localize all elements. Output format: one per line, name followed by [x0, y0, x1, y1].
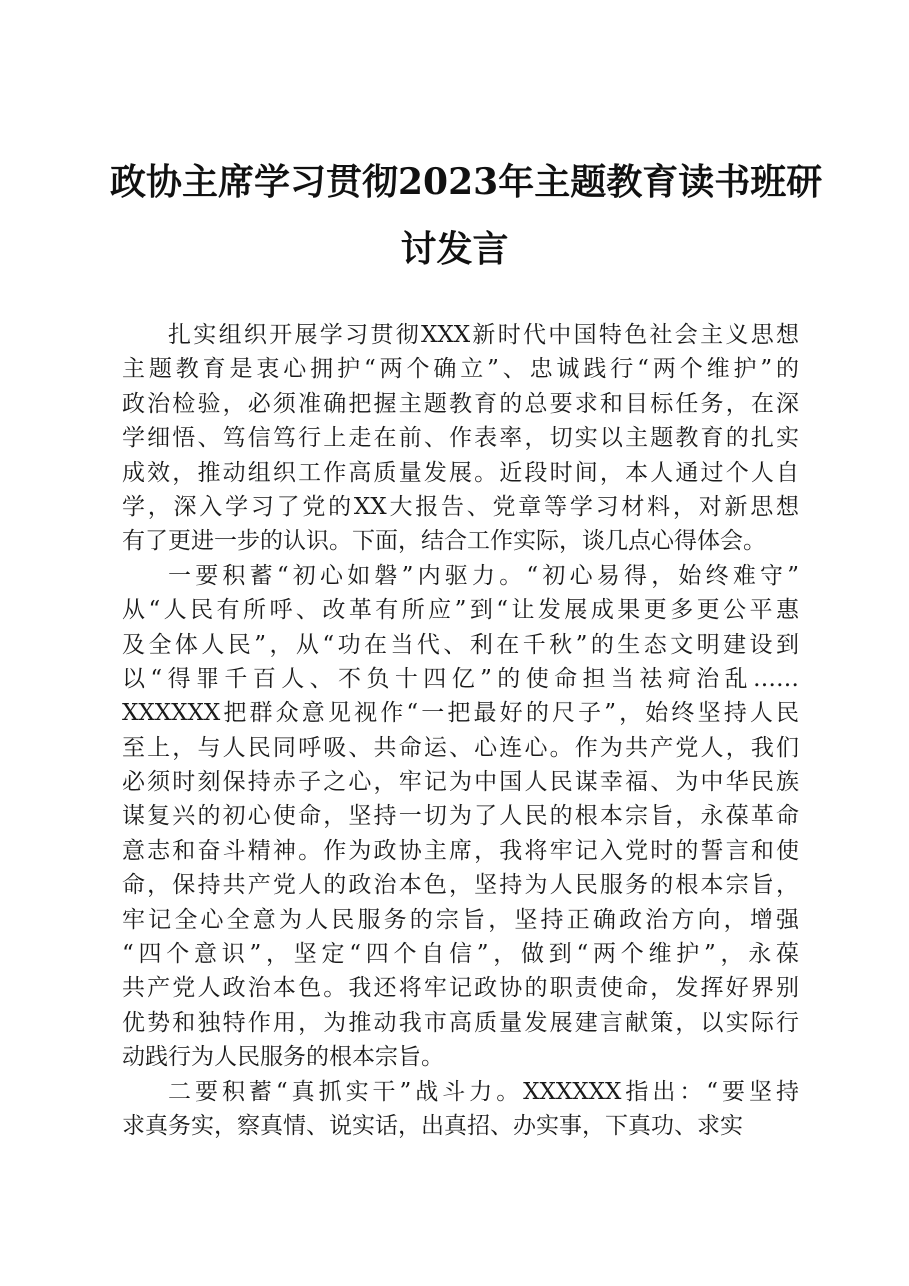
paragraph-line: 一要积蓄“初心如磐”内驱力。“初心易得，始终难守”	[168, 562, 799, 589]
paragraph-line: 谋复兴的初心使命，坚持一切为了人民的根本宗旨，永葆革命	[122, 803, 799, 830]
paragraph	[122, 559, 799, 1075]
paragraph-line: 求真务实，察真情、说实话，出真招、办实事，下真功、求实	[122, 1112, 743, 1139]
paragraph-line: 从“人民有所呼、改革有所应”到“让发展成果更多更公平惠	[122, 597, 799, 624]
paragraph-line: 优势和独特作用，为推动我市高质量发展建言献策，以实际行	[122, 1009, 799, 1036]
paragraph-line: 共产党人政治本色。我还将牢记政协的职责使命，发挥好界别	[122, 975, 799, 1002]
paragraph-line: 学，深入学习了党的XX大报告、党章等学习材料，对新思想	[122, 493, 799, 520]
paragraph-line: “四个意识”，坚定“四个自信”，做到“两个维护”，永葆	[122, 941, 799, 968]
paragraph-line: 牢记全心全意为人民服务的宗旨，坚持正确政治方向，增强	[122, 906, 799, 933]
paragraph-line: 及全体人民”，从“功在当代、利在千秋”的生态文明建设到	[122, 631, 799, 658]
paragraph-line: 意志和奋斗精神。作为政协主席，我将牢记入党时的誓言和使	[122, 837, 799, 864]
paragraph-line: 至上，与人民同呼吸、共命运、心连心。作为共产党人，我们	[122, 734, 799, 761]
paragraph-line: 以“得罪千百人、不负十四亿”的使命担当祛疴治乱……	[122, 665, 799, 692]
paragraph-line: 动践行为人民服务的根本宗旨。	[122, 1044, 444, 1071]
paragraph-line: 必须时刻保持赤子之心，牢记为中国人民谋幸福、为中华民族	[122, 769, 799, 796]
paragraph-line: 二要积蓄“真抓实干”战斗力。XXXXXX指出：“要坚持	[168, 1078, 799, 1105]
paragraph-line: 政治检验，必须准确把握主题教育的总要求和目标任务，在深	[122, 390, 799, 417]
paragraph-line: XXXXXX把群众意见视作“一把最好的尺子”，始终坚持人民	[122, 700, 799, 727]
paragraph-line: 主题教育是衷心拥护“两个确立”、忠诚践行“两个维护”的	[122, 356, 799, 383]
document-title-line-1: 政协主席学习贯彻2023年主题教育读书班研	[110, 161, 823, 203]
paragraph	[122, 1075, 799, 1144]
paragraph	[122, 318, 799, 559]
paragraph-line: 扎实组织开展学习贯彻XXX新时代中国特色社会主义思想	[168, 322, 799, 348]
document-body	[122, 318, 799, 1143]
document-title-line-2: 讨发言	[400, 228, 509, 270]
paragraph-line: 成效，推动组织工作高质量发展。近段时间，本人通过个人自	[122, 459, 799, 486]
paragraph-line: 命，保持共产党人的政治本色，坚持为人民服务的根本宗旨，	[122, 872, 799, 899]
paragraph-line: 学细悟、笃信笃行上走在前、作表率，切实以主题教育的扎实	[122, 425, 799, 452]
paragraph-line: 有了更进一步的认识。下面，结合工作实际，谈几点心得体会。	[122, 528, 766, 555]
